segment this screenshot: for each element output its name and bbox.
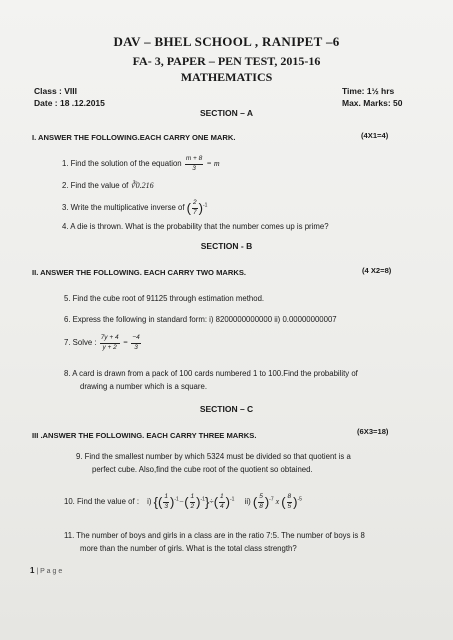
section-a-instruction: I. ANSWER THE FOLLOWING.EACH CARRY ONE MARK. xyxy=(32,133,236,142)
question-8-line1: 8. A card is drawn from a pack of 100 cards numbered 1 to 100.Find the probability of xyxy=(64,369,358,378)
question-1: 1. Find the solution of the equation $\frac{m + 8}{3}$ = m xyxy=(62,155,220,172)
section-c-instruction: III .ANSWER THE FOLLOWING. EACH CARRY THREE MARKS. xyxy=(32,431,257,440)
subject-title: MATHEMATICS xyxy=(180,70,273,84)
school-name: DAV – BHEL SCHOOL , RANIPET –6 xyxy=(113,34,340,49)
question-11-line2: more than the number of girls. What is the total class strength? xyxy=(80,544,297,553)
question-6: 6. Express the following in standard form: i) 8200000000000 ii) 0.00000000007 xyxy=(64,315,337,324)
question-8-line2: drawing a number which is a square. xyxy=(80,382,207,391)
q3-fraction: $\frac{2}{7}$ xyxy=(193,199,197,216)
test-title: FA- 3, PAPER – PEN TEST, 2015-16 xyxy=(132,54,321,68)
section-a-marks: (4X1=4) xyxy=(361,131,389,140)
q7-lhs-fraction: $\frac{7y + 4}{y + 2}$ xyxy=(100,334,119,351)
question-11-line1: 11. The number of boys and girls in a class are in the ratio 7:5. The number of boys is 8 xyxy=(64,531,365,540)
q7-rhs-fraction: $\frac{-4}{3}$ xyxy=(132,334,140,351)
q1-fraction: $\frac{m + 8}{3}$ xyxy=(185,155,203,172)
section-c-title: SECTION – C xyxy=(199,404,254,414)
question-9-line1: 9. Find the smallest number by which 5324 must be divided so that quotient is a xyxy=(76,452,351,461)
time-label: Time: 1½ hrs xyxy=(342,86,395,96)
question-4: 4. A die is thrown. What is the probability that the number comes up is prime? xyxy=(62,222,329,231)
question-3: 3. Write the multiplicative inverse of ( $\frac{2}{7}$ )$^{-1}$ xyxy=(62,199,208,216)
question-9-line2: perfect cube. Also,find the cube root of the quotient so obtained. xyxy=(92,465,313,474)
page-footer: 1 | P a g e xyxy=(30,566,63,575)
max-marks-label: Max. Marks: 50 xyxy=(342,98,403,108)
q10-part-ii-expression: ( $\frac{5}{8}$ )$^{-7}$ x ( $\frac{8}{5}$ )$^{-5}$ xyxy=(252,493,302,510)
question-10: 10. Find the value of : i) {( $\frac{1}{3}$ )$^{-1}$−( $\frac{1}{2}$ )$^{-1}$}÷( $\frac{1}{4}$ )$^{-1}$ ii) ( $\frac{5}{8}$ )$^{-7}$ x ( $\frac{8}{5}$ )$^{-5}$ xyxy=(64,493,302,510)
date-label: Date : 18 .12.2015 xyxy=(34,98,105,108)
section-b-instruction: II. ANSWER THE FOLLOWING. EACH CARRY TWO MARKS. xyxy=(32,268,247,277)
section-c-marks: (6X3=18) xyxy=(357,427,389,436)
section-b-title: SECTION - B xyxy=(200,241,253,251)
section-a-title: SECTION – A xyxy=(199,108,254,118)
q2-cube-root: ∛0.216 xyxy=(130,181,154,190)
question-2: 2. Find the value of ∛0.216 xyxy=(62,181,154,190)
question-5: 5. Find the cube root of 91125 through estimation method. xyxy=(64,294,265,303)
question-7: 7. Solve : $\frac{7y + 4}{y + 2}$ = $\frac{-4}{3}$ xyxy=(64,334,140,351)
q10-part-i-expression: {( $\frac{1}{3}$ )$^{-1}$−( $\frac{1}{2}$ )$^{-1}$}÷( $\frac{1}{4}$ )$^{-1}$ xyxy=(153,493,235,510)
section-b-marks: (4 X2=8) xyxy=(362,266,392,275)
class-label: Class : VIII xyxy=(34,86,77,96)
